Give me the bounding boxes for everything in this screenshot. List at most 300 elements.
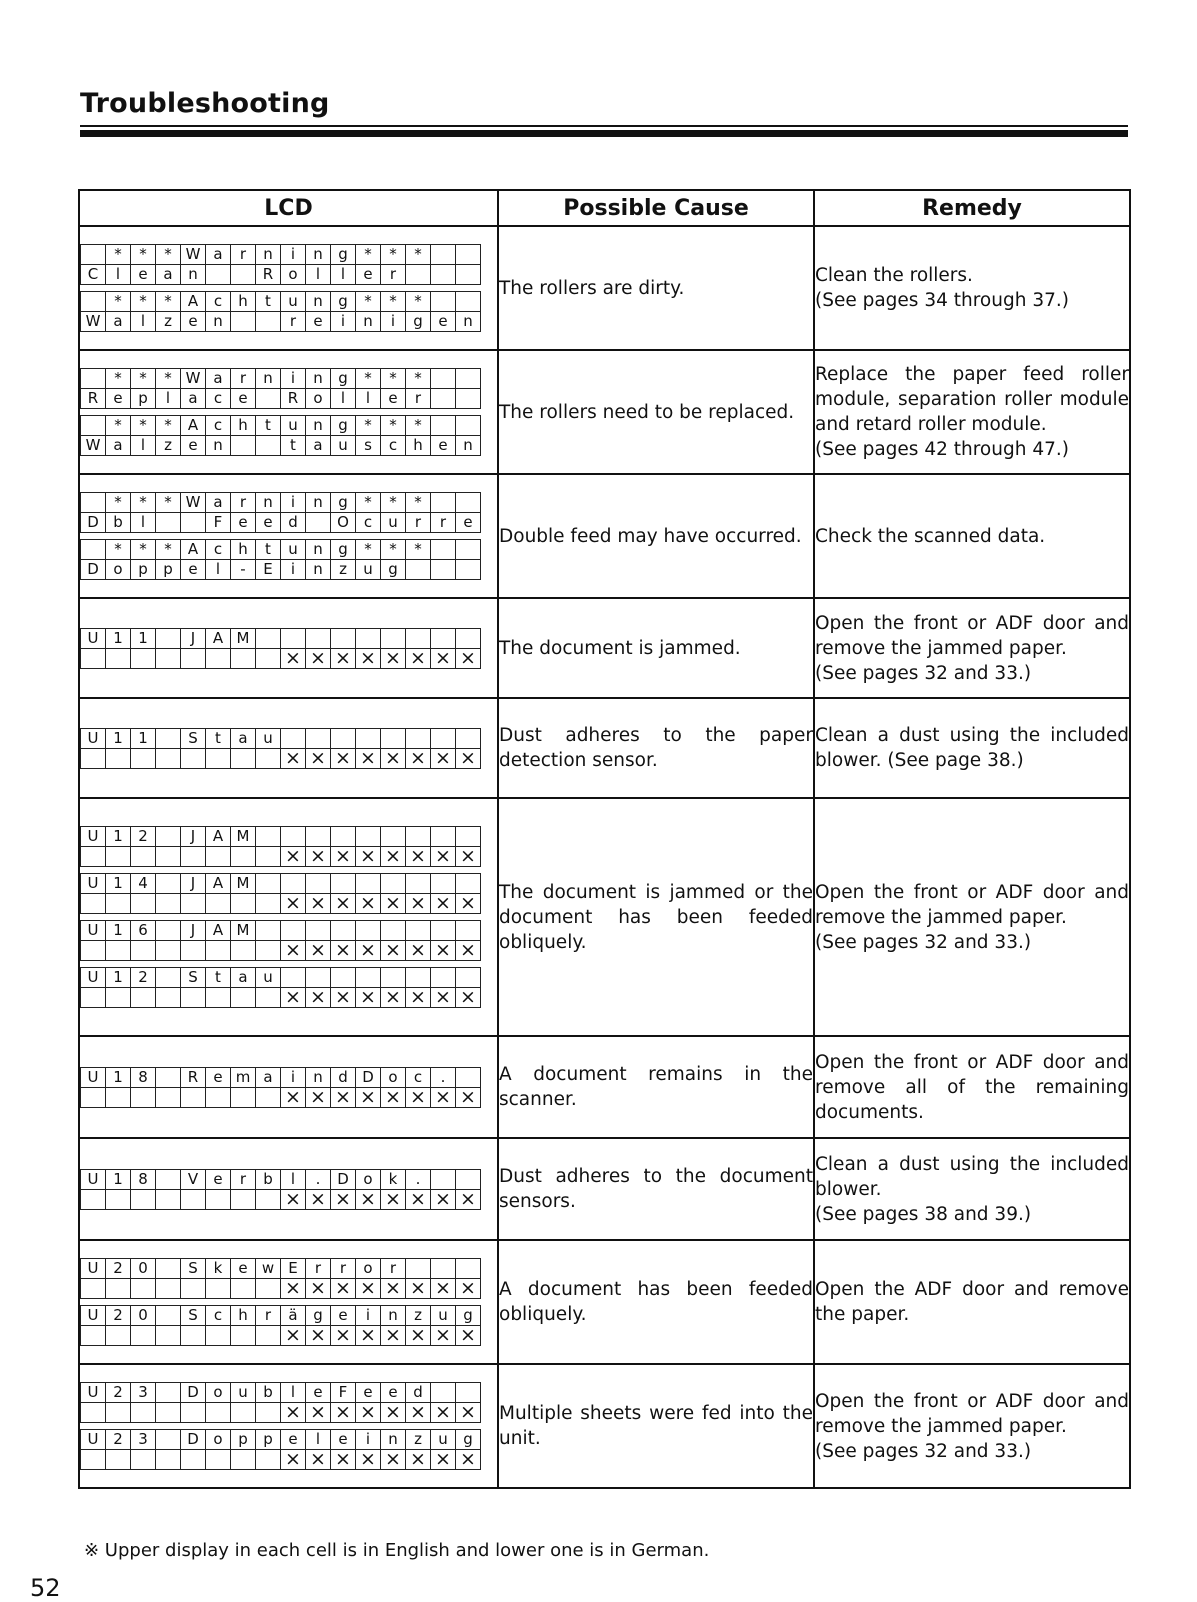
lcd-cell [381,827,406,847]
lcd-cell [306,968,331,988]
page-number: 52 [30,1574,61,1602]
lcd-cell: t [206,728,231,748]
lcd-cell [81,1279,106,1299]
lcd-cell [406,265,431,285]
lcd-cell: A [181,292,206,312]
lcd-line1 [81,540,481,560]
lcd-cell [381,921,406,941]
lcd-cell [431,389,456,409]
lcd-cell: * [131,292,156,312]
lcd-cell: u [381,513,406,533]
lcd-cell: t [281,436,306,456]
lcd-cell: × [306,1403,331,1423]
lcd-cell: × [281,748,306,768]
lcd-line2 [81,436,481,456]
lcd-cell [231,894,256,914]
lcd-cell: × [281,1326,306,1346]
lcd-cell: b [106,513,131,533]
lcd-cell [156,894,181,914]
lcd-cell: * [356,540,381,560]
lcd-cell: g [381,560,406,580]
lcd-cell [331,921,356,941]
lcd-display [80,1429,481,1470]
lcd-cell: M [231,827,256,847]
lcd-cell [456,265,481,285]
lcd-cell: U [81,968,106,988]
lcd-cell: A [181,416,206,436]
lcd-cell: 2 [131,968,156,988]
lcd-cell: g [331,245,356,265]
lcd-cell [131,941,156,961]
lcd-cell [456,493,481,513]
lcd-cell: n [306,540,331,560]
lcd-cell: 1 [131,728,156,748]
lcd-cell: W [181,493,206,513]
lcd-cell [456,369,481,389]
lcd-cell [81,941,106,961]
lcd-cell [81,369,106,389]
lcd-cell [306,827,331,847]
lcd-cell: U [81,628,106,648]
lcd-cell: g [456,1306,481,1326]
lcd-cell: × [306,1189,331,1209]
remedy-text: Open the front or ADF door and remove the jammed paper. (See pages 32 and 33.) [814,798,1130,1036]
lcd-cell: × [281,847,306,867]
lcd-cell: 1 [106,968,131,988]
lcd-cell: n [206,312,231,332]
lcd-cell: × [406,1450,431,1470]
lcd-cell [231,1403,256,1423]
lcd-cell [206,265,231,285]
lcd-cell: × [406,1279,431,1299]
lcd-line2 [81,265,481,285]
lcd-cell: c [206,1306,231,1326]
lcd-display [80,967,481,1008]
lcd-cell [156,1403,181,1423]
table-row [79,474,1130,598]
lcd-display [80,873,481,914]
lcd-cell [356,968,381,988]
lcd-cell [81,1087,106,1107]
lcd-cell: l [206,560,231,580]
lcd-cell [256,988,281,1008]
lcd-cell: e [231,1259,256,1279]
lcd-cell: c [206,416,231,436]
lcd-cell: r [281,312,306,332]
table-row [79,698,1130,798]
lcd-cell [456,827,481,847]
lcd-line1 [81,416,481,436]
lcd-cell: C [81,265,106,285]
lcd-display-cell [79,1240,498,1364]
lcd-cell: p [131,389,156,409]
lcd-cell [231,265,256,285]
lcd-cell [81,748,106,768]
lcd-cell: * [406,416,431,436]
lcd-cell: 4 [131,874,156,894]
lcd-cell: W [81,436,106,456]
lcd-cell: a [156,265,181,285]
lcd-cell: × [306,847,331,867]
lcd-cell: u [256,728,281,748]
lcd-cell: × [456,1326,481,1346]
lcd-cell: * [106,292,131,312]
lcd-cell: × [331,894,356,914]
lcd-cell: × [406,847,431,867]
lcd-cell [406,628,431,648]
lcd-cell [406,921,431,941]
lcd-cell: A [206,921,231,941]
lcd-cell [431,540,456,560]
lcd-cell: a [106,312,131,332]
lcd-cell: O [331,513,356,533]
lcd-line2 [81,389,481,409]
lcd-cell: E [281,1259,306,1279]
lcd-cell [156,1450,181,1470]
lcd-cell: × [381,1403,406,1423]
lcd-cell [231,941,256,961]
lcd-cell: z [156,436,181,456]
lcd-cell: n [381,1430,406,1450]
lcd-cell [456,540,481,560]
lcd-cell [181,513,206,533]
lcd-cell [156,921,181,941]
lcd-cell: r [231,245,256,265]
lcd-line1 [81,968,481,988]
lcd-cell: * [406,493,431,513]
lcd-cell: l [281,1383,306,1403]
title-rule-thin [80,125,1128,127]
lcd-cell: e [181,312,206,332]
lcd-cell: S [181,728,206,748]
lcd-cell: e [331,1430,356,1450]
lcd-cell: J [181,827,206,847]
lcd-cell: h [406,436,431,456]
lcd-cell: × [281,894,306,914]
lcd-cell: c [206,292,231,312]
lcd-cell: * [406,369,431,389]
lcd-cell: l [106,265,131,285]
lcd-cell [256,827,281,847]
lcd-cell: U [81,728,106,748]
lcd-display-cell [79,1138,498,1240]
lcd-cell: × [381,748,406,768]
lcd-cell: W [81,312,106,332]
lcd-cell [256,1450,281,1470]
lcd-cell: 2 [131,827,156,847]
lcd-cell: e [331,1306,356,1326]
lcd-cell: * [106,416,131,436]
table-body [79,226,1130,1488]
lcd-line2 [81,748,481,768]
lcd-cell [231,312,256,332]
lcd-cell [256,941,281,961]
lcd-cell: * [381,292,406,312]
lcd-cell: c [406,1067,431,1087]
lcd-display [80,1169,481,1210]
lcd-cell [81,894,106,914]
lcd-cell: * [356,245,381,265]
lcd-cell: e [281,1430,306,1450]
lcd-cell: n [181,265,206,285]
table-header-row [79,190,1130,226]
lcd-cell [106,941,131,961]
lcd-cell [81,416,106,436]
lcd-display [80,1305,481,1346]
lcd-cell: n [256,245,281,265]
lcd-line1 [81,245,481,265]
lcd-cell: l [306,265,331,285]
lcd-line1 [81,1169,481,1189]
lcd-cell [256,847,281,867]
lcd-cell [381,874,406,894]
lcd-cell: 1 [106,921,131,941]
lcd-cell [456,1169,481,1189]
lcd-cell: × [431,1189,456,1209]
lcd-cell [106,648,131,668]
lcd-cell [256,1087,281,1107]
lcd-line2 [81,1189,481,1209]
lcd-cell [181,847,206,867]
lcd-cell: × [356,1326,381,1346]
lcd-cell: M [231,874,256,894]
lcd-cell: o [306,389,331,409]
lcd-cell: - [231,560,256,580]
lcd-cell: × [331,1403,356,1423]
lcd-cell: × [406,1326,431,1346]
lcd-cell: × [406,1189,431,1209]
lcd-display-cell [79,798,498,1036]
lcd-cell: g [406,312,431,332]
lcd-cell: k [206,1259,231,1279]
lcd-cell [156,1279,181,1299]
lcd-cell: n [306,245,331,265]
lcd-cell: t [256,540,281,560]
lcd-cell: h [231,540,256,560]
lcd-cell [281,874,306,894]
lcd-cell [181,894,206,914]
lcd-cell [106,1403,131,1423]
lcd-cell: * [381,416,406,436]
lcd-cell [106,1450,131,1470]
possible-cause-text: The document is jammed or the document has been feeded obliquely. [498,798,814,1036]
lcd-cell: g [306,1306,331,1326]
lcd-cell: g [331,416,356,436]
lcd-cell: × [281,1403,306,1423]
lcd-cell: r [381,265,406,285]
header-lcd: LCD [79,190,498,226]
possible-cause-text: The document is jammed. [498,598,814,698]
lcd-line1 [81,1430,481,1450]
lcd-cell [356,827,381,847]
lcd-cell [131,1279,156,1299]
lcd-line1 [81,728,481,748]
lcd-display [80,1258,481,1299]
lcd-cell [231,1326,256,1346]
lcd-cell: * [406,292,431,312]
page-title: Troubleshooting [80,88,330,119]
lcd-cell [131,1326,156,1346]
lcd-cell: A [206,827,231,847]
lcd-cell [431,245,456,265]
lcd-cell [81,1326,106,1346]
lcd-cell: z [406,1306,431,1326]
lcd-cell [256,436,281,456]
lcd-cell [156,748,181,768]
lcd-cell: * [131,245,156,265]
lcd-cell [456,560,481,580]
lcd-cell [406,968,431,988]
lcd-cell [456,416,481,436]
lcd-cell: l [131,513,156,533]
remedy-text: Open the front or ADF door and remove the jammed paper. (See pages 32 and 33.) [814,1364,1130,1488]
lcd-cell [256,1279,281,1299]
lcd-cell [206,988,231,1008]
lcd-cell: n [256,369,281,389]
lcd-cell: 3 [131,1383,156,1403]
lcd-cell: * [131,493,156,513]
lcd-cell [156,1259,181,1279]
lcd-cell: × [456,1087,481,1107]
lcd-cell: × [281,1087,306,1107]
lcd-cell: o [281,265,306,285]
lcd-cell: U [81,921,106,941]
lcd-cell [331,728,356,748]
lcd-line2 [81,648,481,668]
lcd-display [80,628,481,669]
lcd-cell: × [331,1087,356,1107]
lcd-cell [156,988,181,1008]
lcd-cell [156,874,181,894]
lcd-cell [456,1259,481,1279]
lcd-cell: p [131,560,156,580]
lcd-cell: × [456,941,481,961]
lcd-cell [181,748,206,768]
lcd-cell: × [431,748,456,768]
lcd-cell: * [406,540,431,560]
lcd-cell: s [356,436,381,456]
lcd-cell: × [331,648,356,668]
lcd-cell: * [381,245,406,265]
lcd-cell [456,389,481,409]
lcd-cell: r [431,513,456,533]
lcd-cell: u [281,292,306,312]
lcd-cell: × [431,1087,456,1107]
lcd-cell [156,1169,181,1189]
lcd-cell [256,1326,281,1346]
lcd-cell: c [206,540,231,560]
lcd-cell [281,921,306,941]
lcd-cell [131,648,156,668]
lcd-line1 [81,292,481,312]
lcd-cell: m [231,1067,256,1087]
lcd-cell: o [206,1383,231,1403]
lcd-cell: R [181,1067,206,1087]
lcd-cell: r [256,1306,281,1326]
lcd-cell: × [406,988,431,1008]
lcd-cell [331,874,356,894]
lcd-cell: 2 [106,1306,131,1326]
table-row [79,1138,1130,1240]
lcd-cell [106,1326,131,1346]
lcd-cell: J [181,921,206,941]
lcd-cell [81,648,106,668]
lcd-cell: o [106,560,131,580]
lcd-line1 [81,827,481,847]
lcd-cell: * [356,369,381,389]
lcd-cell [231,648,256,668]
lcd-cell: U [81,1169,106,1189]
lcd-cell: E [256,560,281,580]
lcd-cell [156,513,181,533]
lcd-cell: r [406,389,431,409]
lcd-cell: u [431,1306,456,1326]
lcd-cell [356,628,381,648]
lcd-cell: l [306,1430,331,1450]
lcd-cell [206,648,231,668]
lcd-cell [81,540,106,560]
lcd-cell: D [181,1383,206,1403]
lcd-line1 [81,369,481,389]
lcd-cell: × [331,1450,356,1470]
lcd-cell: × [306,1326,331,1346]
lcd-cell: A [181,540,206,560]
lcd-display-cell [79,350,498,474]
lcd-cell: g [331,292,356,312]
lcd-cell: × [456,1189,481,1209]
lcd-cell: * [131,540,156,560]
lcd-cell [431,968,456,988]
lcd-cell: e [431,436,456,456]
lcd-cell: J [181,874,206,894]
lcd-cell: o [356,1259,381,1279]
lcd-cell: × [381,894,406,914]
lcd-cell: r [231,369,256,389]
lcd-cell: × [381,1087,406,1107]
lcd-cell: . [406,1169,431,1189]
lcd-cell [156,1189,181,1209]
lcd-cell [431,1383,456,1403]
lcd-cell [356,728,381,748]
lcd-cell: c [381,436,406,456]
lcd-cell: × [381,1189,406,1209]
lcd-cell: × [381,1279,406,1299]
lcd-cell: l [131,436,156,456]
troubleshooting-table [78,189,1131,1489]
remedy-text: Clean a dust using the included blower. (See pages 38 and 39.) [814,1138,1130,1240]
lcd-cell [131,1189,156,1209]
lcd-display [80,244,481,285]
lcd-cell: U [81,874,106,894]
lcd-cell: U [81,1383,106,1403]
lcd-line2 [81,847,481,867]
lcd-cell [156,968,181,988]
lcd-display [80,1067,481,1108]
lcd-cell [456,292,481,312]
lcd-line1 [81,1383,481,1403]
lcd-cell [106,988,131,1008]
lcd-cell [281,728,306,748]
lcd-cell: a [181,389,206,409]
remedy-text: Replace the paper feed roller module, separation roller module and retard roller module. (See pages 42 through 47.) [814,350,1130,474]
remedy-text: Open the front or ADF door and remove the jammed paper. (See pages 32 and 33.) [814,598,1130,698]
footnote: ※ Upper display in each cell is in English and lower one is in German. [84,1540,710,1561]
lcd-cell [256,1189,281,1209]
lcd-cell: e [131,265,156,285]
lcd-cell [406,560,431,580]
lcd-cell: e [106,389,131,409]
lcd-cell: u [331,436,356,456]
